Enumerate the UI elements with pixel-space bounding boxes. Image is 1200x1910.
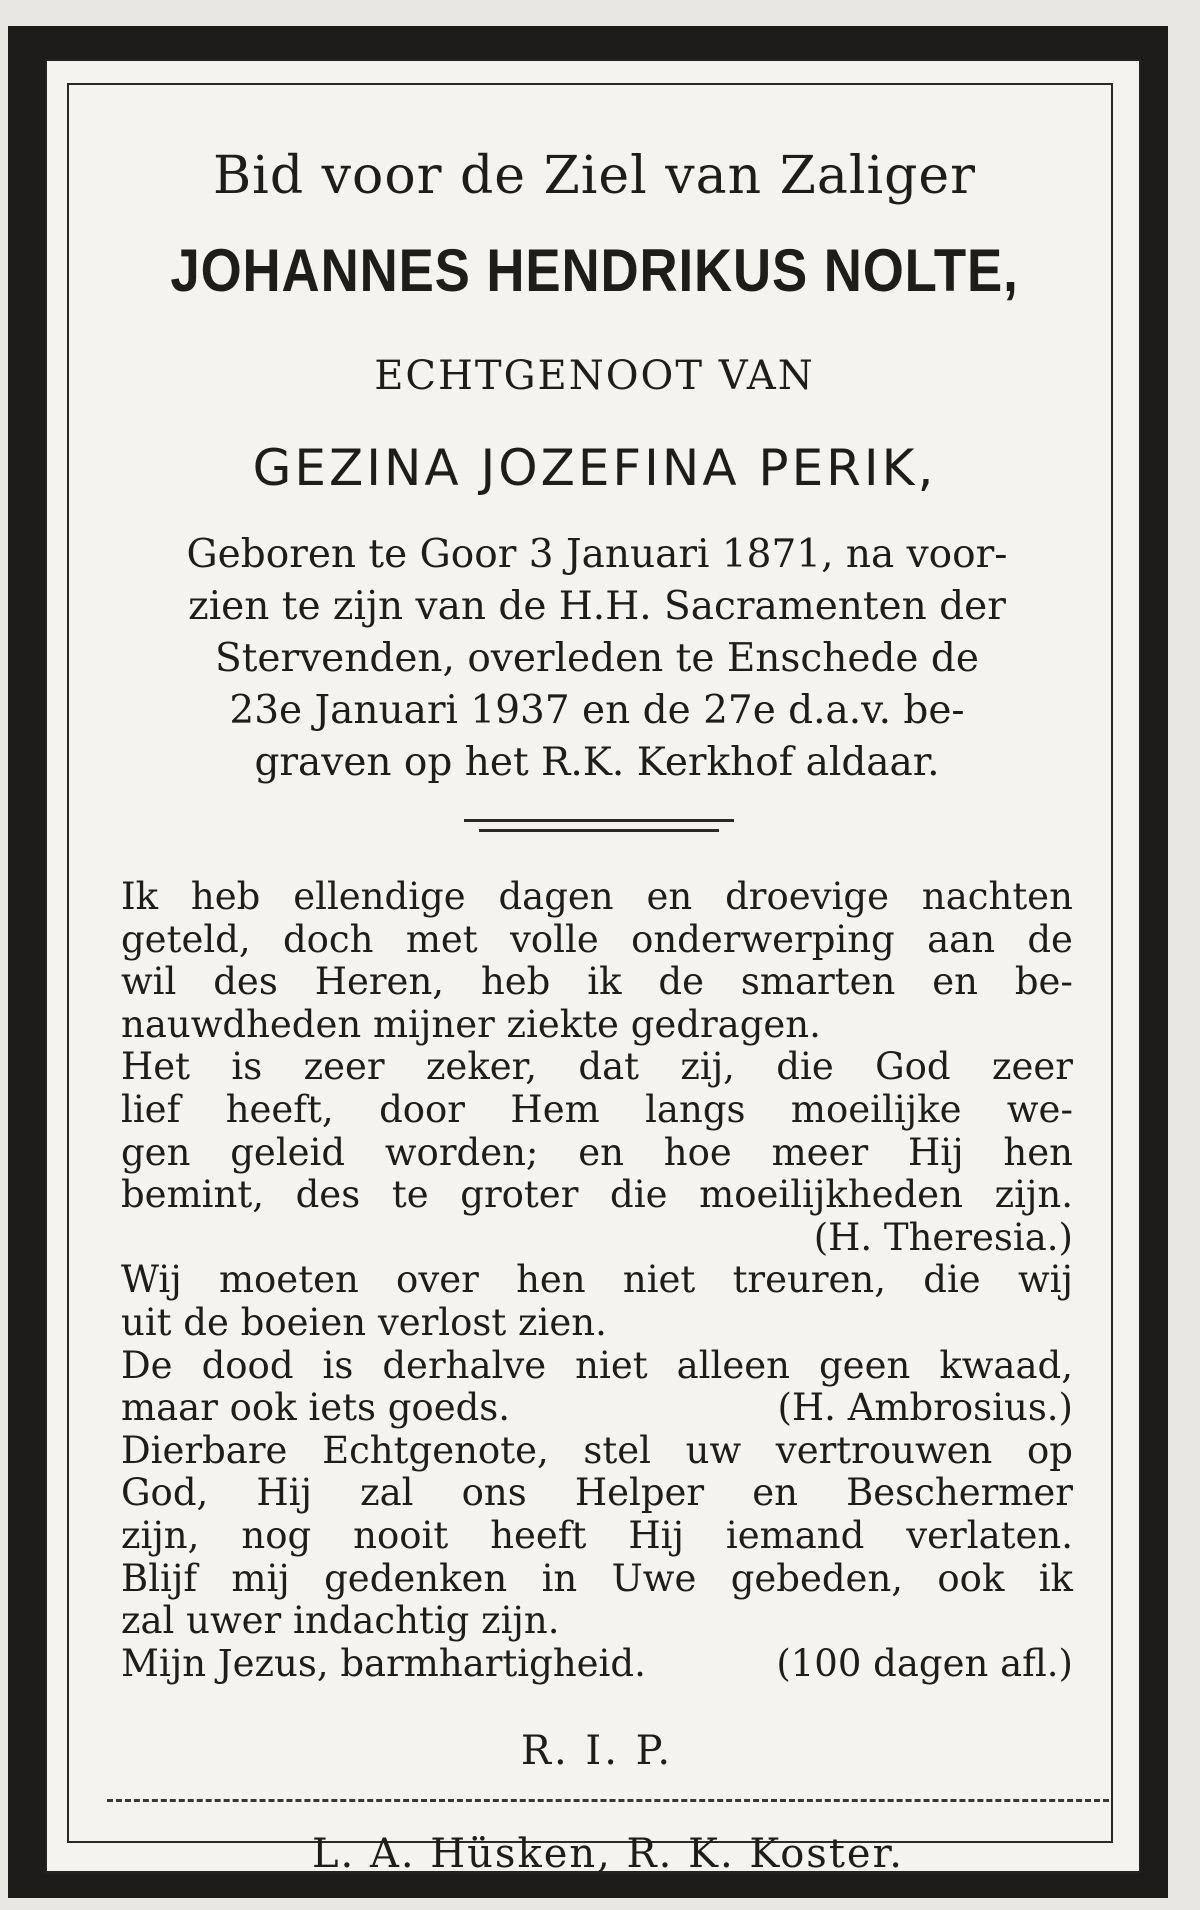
text-word: ellendige	[293, 875, 466, 918]
text-word: iemand	[725, 1513, 865, 1557]
text-word: met	[405, 917, 478, 961]
text-word: alleen	[676, 1343, 790, 1387]
text-word: wij	[1017, 1258, 1073, 1302]
text-word: des	[213, 960, 278, 1004]
text-word: God,	[121, 1471, 209, 1515]
text-word: zal	[360, 1471, 414, 1515]
text-word: Heren,	[314, 960, 445, 1004]
text-word: (H. Ambrosius.)	[777, 1386, 1073, 1430]
text-line	[121, 1345, 1073, 1388]
text-word: de	[658, 960, 704, 1004]
text-word: uit de boeien verlost zien.	[121, 1300, 607, 1344]
text-word: meer	[771, 1130, 869, 1174]
spouse-name: GEZINA JOZEFINA PERIK,	[252, 439, 937, 497]
text-line	[121, 1089, 1073, 1132]
text-word: volle	[510, 917, 599, 961]
text-word: heb	[190, 875, 261, 918]
text-word: en	[646, 875, 693, 918]
text-word: gebeden,	[730, 1556, 904, 1600]
text-word: aan	[927, 917, 996, 961]
text-word: op	[1027, 1428, 1073, 1472]
text-word: lief	[121, 1087, 181, 1131]
text-word: wil	[121, 960, 177, 1004]
text-word: langs	[645, 1087, 746, 1131]
text-word: Blijf	[121, 1556, 198, 1600]
text-word: des	[295, 1173, 361, 1217]
text-word: heeft,	[225, 1087, 334, 1131]
text-word: is	[322, 1343, 354, 1387]
text-word: moeilijkheden	[699, 1173, 963, 1217]
text-line	[121, 1515, 1073, 1558]
text-word: smarten	[740, 960, 896, 1004]
text-word: ook	[937, 1556, 1005, 1600]
text-word: dat	[578, 1045, 640, 1089]
text-word: zeer	[303, 1045, 385, 1089]
text-word: stel	[583, 1428, 651, 1472]
text-word: dagen	[498, 875, 614, 918]
text-line	[121, 1643, 1073, 1686]
text-word: zij,	[680, 1045, 735, 1089]
text-word: De	[121, 1343, 173, 1387]
card-frame	[45, 59, 1141, 1877]
biography	[127, 529, 1067, 789]
text-word: Beschermer	[846, 1471, 1073, 1515]
text-line	[121, 1472, 1073, 1515]
text-word: verlaten.	[906, 1513, 1073, 1557]
text-word: Wij	[121, 1258, 182, 1302]
text-word: Uwe	[611, 1556, 697, 1600]
text-word: zijn.	[994, 1173, 1073, 1217]
text-line	[121, 1600, 1073, 1643]
bio-line: Geboren te Goor 3 Januari 1871, na voor-	[186, 532, 1008, 577]
text-word: en	[578, 1130, 624, 1174]
text-word: de	[1027, 917, 1073, 961]
text-word: zeer	[991, 1045, 1073, 1089]
text-word: nog	[241, 1513, 312, 1557]
printer-credit: L. A. Hüsken, R. K. Koster.	[311, 1831, 905, 1877]
prayer-heading: Bid voor de Ziel van Zaliger	[212, 146, 977, 206]
text-word: heeft	[490, 1513, 587, 1557]
text-word: kwaad,	[939, 1343, 1073, 1387]
text-word: is	[231, 1045, 263, 1089]
text-word: ik	[1038, 1556, 1073, 1600]
text-word: dood	[201, 1343, 294, 1387]
bio-line: 23e Januari 1937 en de 27e d.a.v. be-	[229, 688, 965, 733]
text-word: God	[875, 1045, 951, 1089]
text-word: treuren,	[732, 1258, 887, 1302]
text-word: Mijn Jezus, barmhartigheid.	[121, 1641, 646, 1685]
text-word: hen	[1003, 1130, 1073, 1174]
text-word: in	[541, 1556, 578, 1600]
text-word: en	[932, 960, 978, 1004]
text-word: (100 dagen afl.)	[776, 1641, 1073, 1685]
text-word: nooit	[353, 1513, 449, 1557]
text-word: en	[752, 1471, 798, 1515]
text-line	[121, 1430, 1073, 1473]
text-word: maar ook iets goeds.	[121, 1386, 511, 1430]
text-word: moeten	[218, 1258, 359, 1302]
divider-rule-top	[464, 819, 734, 822]
text-word: geleid	[230, 1130, 346, 1174]
text-word: Hem	[510, 1087, 600, 1131]
text-word: ons	[461, 1471, 527, 1515]
text-word: doch	[282, 917, 374, 961]
text-word: droevige	[725, 875, 889, 918]
text-word: Het	[121, 1045, 191, 1089]
text-word: Hij	[907, 1130, 964, 1174]
text-word: hoe	[663, 1130, 732, 1174]
text-word: zal uwer indachtig zijn.	[121, 1599, 560, 1643]
text-line	[121, 876, 1073, 919]
text-word: geen	[819, 1343, 911, 1387]
divider-rule-bottom	[479, 829, 719, 832]
text-word: Echtgenote,	[322, 1428, 549, 1472]
text-line	[121, 1259, 1073, 1302]
text-word: zijn,	[121, 1513, 200, 1557]
bio-line: Stervenden, overleden te Enschede de	[215, 636, 979, 681]
text-line	[121, 1174, 1073, 1217]
text-word: Ik	[121, 875, 159, 918]
black-mourning-border	[8, 26, 1168, 1898]
text-word: ik	[587, 960, 622, 1004]
text-line	[121, 1004, 1073, 1047]
text-word: die	[923, 1258, 981, 1302]
text-word: gen	[121, 1130, 191, 1174]
text-line	[121, 1302, 1073, 1345]
text-word: bemint,	[121, 1173, 264, 1217]
bio-line: graven op het R.K. Kerkhof aldaar.	[254, 740, 940, 785]
relation-label: ECHTGENOOT VAN	[374, 353, 815, 399]
text-word: be-	[1014, 960, 1073, 1004]
text-word: mij	[231, 1556, 290, 1600]
text-line	[121, 1046, 1073, 1089]
text-word: onderwerping	[631, 917, 895, 961]
dotted-rule	[107, 1799, 1109, 1802]
text-word: geteld,	[121, 917, 251, 961]
text-word: we-	[1006, 1087, 1073, 1131]
text-word: door	[379, 1087, 465, 1131]
deceased-name: JOHANNES HENDRIKUS NOLTE,	[170, 237, 1019, 304]
text-word: gedenken	[324, 1556, 508, 1600]
text-line	[121, 1132, 1073, 1175]
text-word: heb	[480, 960, 551, 1004]
prayer-text	[121, 876, 1073, 1685]
bio-line: zien te zijn van de H.H. Sacramenten der	[188, 584, 1006, 629]
text-word: worden;	[384, 1130, 539, 1174]
text-line	[121, 961, 1073, 1004]
text-line	[121, 1217, 1073, 1260]
text-word: Hij	[256, 1471, 312, 1515]
text-word: uw	[685, 1428, 742, 1472]
text-word: zeker,	[425, 1045, 538, 1089]
text-word: nauwdheden mijner ziekte gedragen.	[121, 1002, 821, 1046]
text-word: derhalve	[382, 1343, 547, 1387]
rip-closing: R. I. P.	[520, 1728, 674, 1774]
text-word: nachten	[921, 875, 1073, 918]
text-word: Helper	[574, 1471, 705, 1515]
text-word: hen	[516, 1258, 586, 1302]
text-word: die	[610, 1173, 668, 1217]
text-word: groter	[460, 1173, 579, 1217]
text-word: vertrouwen	[775, 1428, 993, 1472]
text-word: (H. Theresia.)	[813, 1215, 1073, 1259]
text-word: niet	[575, 1343, 648, 1387]
text-word: te	[391, 1173, 429, 1217]
text-word: moeilijke	[790, 1087, 962, 1131]
text-word: Hij	[628, 1513, 684, 1557]
text-line	[121, 1558, 1073, 1601]
text-word: over	[396, 1258, 479, 1302]
text-word: niet	[622, 1258, 696, 1302]
text-word: die	[776, 1045, 834, 1089]
text-line	[121, 919, 1073, 962]
text-word: Dierbare	[121, 1428, 288, 1472]
text-line	[121, 1387, 1073, 1430]
